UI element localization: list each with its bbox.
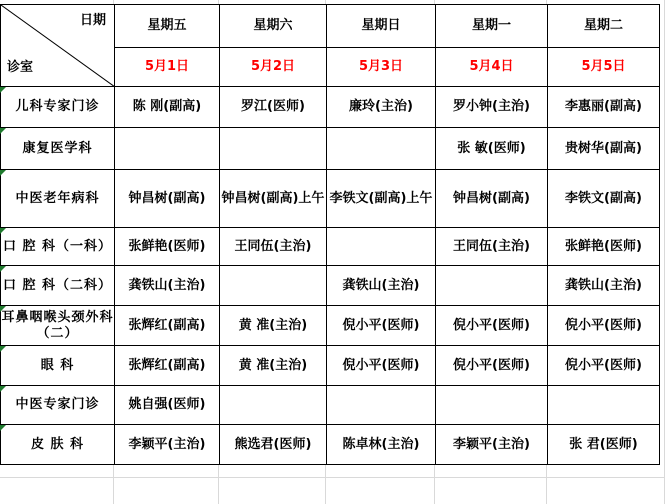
date-header[interactable]: 5月2日 [220, 48, 327, 87]
date-header[interactable]: 5月3日 [327, 48, 436, 87]
department-cell[interactable]: 儿科专家门诊 [1, 87, 115, 128]
doctor-cell[interactable]: 倪小平(医师) [548, 306, 660, 346]
doctor-cell[interactable]: 钟昌树(副高) [115, 170, 220, 228]
cell-comment-marker [0, 87, 6, 93]
doctor-cell[interactable] [220, 386, 327, 425]
doctor-cell[interactable] [220, 266, 327, 306]
doctor-cell[interactable]: 钟昌树(副高) [436, 170, 548, 228]
weekday-header[interactable]: 星期日 [327, 5, 436, 48]
cell-comment-marker [0, 128, 6, 134]
duty-schedule-table [0, 4, 660, 465]
doctor-cell[interactable]: 倪小平(医师) [327, 346, 436, 386]
doctor-cell[interactable]: 廉玲(主治) [327, 87, 436, 128]
department-cell[interactable]: 口 腔 科（一科） [1, 228, 115, 266]
doctor-cell[interactable] [327, 128, 436, 170]
doctor-cell[interactable]: 张鲜艳(医师) [115, 228, 220, 266]
doctor-cell[interactable]: 李铁文(副高) [548, 170, 660, 228]
doctor-cell[interactable]: 陈卓林(主治) [327, 425, 436, 465]
date-header[interactable]: 5月1日 [115, 48, 220, 87]
doctor-cell[interactable]: 李惠丽(副高) [548, 87, 660, 128]
doctor-cell[interactable]: 龚铁山(主治) [327, 266, 436, 306]
doctor-cell[interactable]: 张 君(医师) [548, 425, 660, 465]
table-row [1, 228, 660, 266]
cell-comment-marker [0, 170, 6, 176]
doctor-cell[interactable]: 李颖平(主治) [436, 425, 548, 465]
date-header[interactable]: 5月4日 [436, 48, 548, 87]
department-cell[interactable]: 眼 科 [1, 346, 115, 386]
doctor-cell[interactable]: 陈 刚(副高) [115, 87, 220, 128]
table-row [1, 386, 660, 425]
gridline [0, 477, 665, 478]
doctor-cell[interactable] [220, 128, 327, 170]
doctor-cell[interactable] [115, 128, 220, 170]
doctor-cell[interactable] [327, 228, 436, 266]
department-cell[interactable]: 耳鼻咽喉头颈外科（二） [1, 306, 115, 346]
doctor-cell[interactable] [436, 386, 548, 425]
doctor-cell[interactable]: 张鲜艳(医师) [548, 228, 660, 266]
doctor-cell[interactable]: 黄 准(主治) [220, 346, 327, 386]
table-row [1, 346, 660, 386]
doctor-cell[interactable]: 黄 准(主治) [220, 306, 327, 346]
date-axis-label: 日期 [79, 13, 106, 28]
doctor-cell[interactable]: 罗江(医师) [220, 87, 327, 128]
cell-comment-marker [0, 346, 6, 352]
doctor-cell[interactable]: 钟昌树(副高)上午 [220, 170, 327, 228]
doctor-cell[interactable]: 倪小平(医师) [436, 346, 548, 386]
cell-comment-marker [0, 306, 6, 312]
table-row [1, 128, 660, 170]
doctor-cell[interactable]: 倪小平(医师) [327, 306, 436, 346]
table-row [1, 266, 660, 306]
doctor-cell[interactable]: 张辉红(副高) [115, 346, 220, 386]
doctor-cell[interactable]: 姚自强(医师) [115, 386, 220, 425]
doctor-cell[interactable]: 李颖平(主治) [115, 425, 220, 465]
doctor-cell[interactable]: 倪小平(医师) [548, 346, 660, 386]
cell-comment-marker [0, 386, 6, 392]
doctor-cell[interactable] [327, 386, 436, 425]
doctor-cell[interactable] [548, 386, 660, 425]
doctor-cell[interactable]: 张 敏(医师) [436, 128, 548, 170]
doctor-cell[interactable]: 龚铁山(主治) [548, 266, 660, 306]
doctor-cell[interactable]: 龚铁山(主治) [115, 266, 220, 306]
doctor-cell[interactable] [436, 266, 548, 306]
table-row [1, 306, 660, 346]
department-cell[interactable]: 口 腔 科（二科） [1, 266, 115, 306]
department-cell[interactable]: 中医专家门诊 [1, 386, 115, 425]
cell-comment-marker [0, 266, 6, 272]
weekday-header[interactable]: 星期二 [548, 5, 660, 48]
table-row [1, 170, 660, 228]
weekday-header[interactable]: 星期五 [115, 5, 220, 48]
doctor-cell[interactable]: 王同伍(主治) [436, 228, 548, 266]
department-cell[interactable]: 中医老年病科 [1, 170, 115, 228]
table-row [1, 425, 660, 465]
department-cell[interactable]: 皮 肤 科 [1, 425, 115, 465]
department-cell[interactable]: 康复医学科 [1, 128, 115, 170]
doctor-cell[interactable]: 王同伍(主治) [220, 228, 327, 266]
doctor-cell[interactable]: 贵树华(副高) [548, 128, 660, 170]
doctor-cell[interactable]: 熊选君(医师) [220, 425, 327, 465]
cell-comment-marker [0, 228, 6, 234]
date-header[interactable]: 5月5日 [548, 48, 660, 87]
weekday-header[interactable]: 星期一 [436, 5, 548, 48]
header-corner-cell [1, 5, 115, 87]
doctor-cell[interactable]: 罗小钟(主治) [436, 87, 548, 128]
doctor-cell[interactable]: 张辉红(副高) [115, 306, 220, 346]
room-axis-label: 诊室 [7, 60, 34, 75]
doctor-cell[interactable]: 李铁文(副高)上午 [327, 170, 436, 228]
cell-comment-marker [0, 425, 6, 431]
doctor-cell[interactable]: 倪小平(医师) [436, 306, 548, 346]
weekday-header[interactable]: 星期六 [220, 5, 327, 48]
table-row [1, 87, 660, 128]
